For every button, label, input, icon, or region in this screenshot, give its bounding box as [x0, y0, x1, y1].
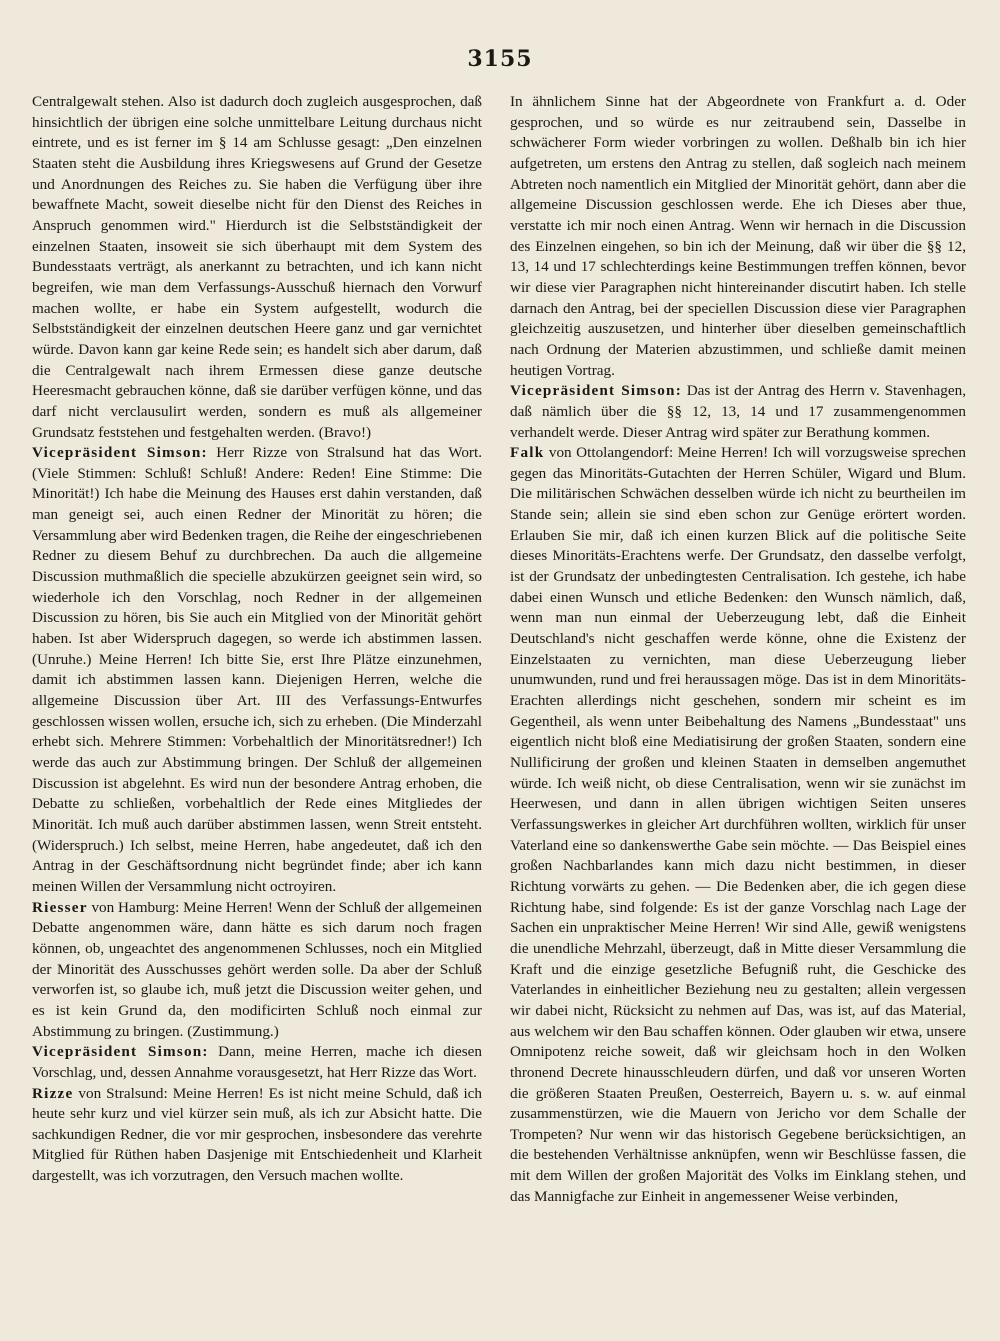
speaker-name: Falk	[510, 444, 545, 462]
paragraph-text: In ähnlichem Sinne hat der Abgeordnete von Frankfurt a. d. Oder gesprochen, und so würde es nur zeitraubend sein, Dasselbe in schwächerer Form wieder vorbringen zu wollen. Deßhalb bin ich hier aufgetreten, um erstens den Antrag zu stellen, daß sogleich nach meinem Abtreten noch namentlich ein Mitglied der Minorität gehört, dann aber die allgemeine Discussion geschlossen werde. Ehe ich Dieses aber thue, verstatte ich mir noch einen Antrag. Wenn wir hernach in die Discussion des Einzelnen eingehen, so bin ich der Meinung, daß wir über die §§ 12, 13, 14 und 17 schlechterdings keine Bestimmungen treffen können, bevor wir diese vier Paragraphen nicht hintereinander discutirt haben. Ich stelle darnach den Antrag, bei der speciellen Discussion diese vier Paragraphen gleichzeitig auszusetzen, und hinterher über dieselben gemeinschaftlich nach Ordnung der Materien abzustimmen, und schließe damit meinen heutigen Vortrag.	[510, 93, 966, 379]
paragraph	[510, 443, 966, 1207]
paragraph-text: Centralgewalt stehen. Also ist dadurch doch zugleich ausgesprochen, daß hinsichtlich der übrigen eine solche unmittelbare Leitung durchaus nicht eintrete, und es ist ferner im § 14 am Schlusse gesagt: „Den einzelnen Staaten steht die Ausbildung ihres Kriegswesens auf Grund der Gesetze und Anordnungen des Reiches zu. Sie haben die Verfügung über ihre bewaffnete Macht, soweit dieselbe nicht für den Dienst des Reiches in Anspruch genommen wird." Hierdurch ist die Selbstständigkeit der einzelnen Staaten, insoweit sie sich überhaupt mit dem System des Bundesstaats verträgt, als anerkannt zu betrachten, und ich kann nicht begreifen, wie man dem Verfassungs-Ausschuß hiernach den Vorwurf machen wollte, er habe ein System aufgestellt, wodurch die Selbstständigkeit der einzelnen deutschen Heere ganz und gar vernichtet würde. Davon kann gar keine Rede sein; es handelt sich aber darum, daß die Centralgewalt nach ihrem Ermessen diese ganze deutsche Heeresmacht gebrauchen könne, daß sie darüber verfügen könne, und das darf nicht verclausulirt werden, sondern es muß als allgemeiner Grundsatz feststehen und festgehalten werden. (Bravo!)	[32, 93, 482, 441]
right-column	[510, 92, 966, 1284]
speaker-name: Vicepräsident Simson:	[32, 444, 208, 462]
page-number: 3155	[467, 46, 533, 72]
paragraph	[32, 92, 482, 443]
speaker-name: Rizze	[32, 1084, 74, 1102]
paragraph-text: Dann, meine Herren, mache ich diesen Vorschlag, und, dessen Annahme vorausgesetzt, hat Herr Rizze das Wort.	[32, 1043, 482, 1081]
paragraph-text: von Hamburg: Meine Herren! Wenn der Schluß der allgemeinen Debatte angenommen wäre, dann hätte es sich darum noch fragen können, ob, ungeachtet des angenommenen Schlusses, noch ein Mitglied der Minorität des Ausschusses gehört werden solle. Da aber der Schluß verworfen ist, so glaube ich, muß jetzt die Discussion weiter gehen, und es ist kein Grund da, den modificirten Schluß noch einmal zur Abstimmung zu bringen. (Zustimmung.)	[32, 898, 482, 1040]
paragraph-text: von Stralsund: Meine Herren! Es ist nicht meine Schuld, daß ich heute sehr kurz und viel kürzer sein muß, als ich zur Absicht hatte. Die sachkundigen Redner, die vor mir gesprochen, insbesondere das verehrte Mitglied für Rüthen haben Dasjenige mit Entschiedenheit und Klarheit dargestellt, was ich vorzutragen, den Versuch machen wollte.	[32, 1084, 482, 1185]
paragraph	[32, 898, 482, 1043]
speaker-name: Riesser	[32, 898, 88, 916]
paragraph	[510, 381, 966, 443]
speaker-name: Vicepräsident Simson:	[510, 382, 682, 400]
paragraph	[32, 1084, 482, 1187]
paragraph-text: Herr Rizze von Stralsund hat das Wort. (Viele Stimmen: Schluß! Schluß! Andere: Reden! Eine Stimme: Die Minorität!) Ich habe die Meinung des Hauses erst dahin verstanden, daß man geneigt sei, auch einen Redner der Minorität zu hören; die Versammlung aber wird Bedenken tragen, die Reihe der eingeschriebenen Redner zu diesem Behuf zu durchbrechen. Da auch die allgemeine Discussion muthmaßlich die specielle abzukürzen geeignet sein wird, so wiederhole ich den Vorschlag, noch Redner in der allgemeinen Discussion zu hören, bis Sie auch ein Mitglied von der Minorität gehört haben. Ist aber Widerspruch dagegen, so werde ich abstimmen lassen. (Unruhe.) Meine Herren! Ich bitte Sie, erst Ihre Plätze einzunehmen, damit ich abstimmen lassen kann. Diejenigen Herren, welche die allgemeine Discussion über Art. III des Verfassungs-Entwurfes geschlossen wissen wollen, ersuche ich, sich zu erheben. (Die Minderzahl erhebt sich. Mehrere Stimmen: Vorbehaltlich der Minoritätsredner!) Ich werde das auch zur Abstimmung bringen. Der Schluß der allgemeinen Discussion ist abgelehnt. Es wird nun der besondere Antrag erhoben, die Debatte zu schließen, vorbehaltlich der Rede eines Mitgliedes der Minorität. Ich muß auch darüber abstimmen lassen, wenn Streit entsteht. (Widerspruch.) Ich selbst, meine Herren, habe angedeutet, daß ich den Antrag in der Geschäftsordnung nicht begründet finde; aber ich kann meinen Willen der Versammlung nicht octroyiren.	[32, 444, 482, 895]
paragraph-text: Das ist der Antrag des Herrn v. Stavenhagen, daß nämlich über die §§ 12, 13, 14 und 17 zusammengenommen verhandelt werde. Dieser Antrag wird später zur Berathung kommen.	[510, 382, 966, 441]
paragraph	[32, 1042, 482, 1083]
paragraph	[510, 92, 966, 381]
paragraph	[32, 443, 482, 897]
speaker-name: Vicepräsident Simson:	[32, 1043, 209, 1061]
left-column	[32, 92, 482, 1324]
paragraph-text: von Ottolangendorf: Meine Herren! Ich will vorzugsweise sprechen gegen das Minoritäts-Gutachten der Herren Schüler, Wigard und Blum. Die militärischen Schwächen desselben würde ich nicht zu beurtheilen im Stande sein; allein sie sind eben schon zur Genüge erörtert worden. Erlauben Sie mir, daß ich einen kurzen Blick auf die politische Seite dieses Minoritäts-Erachtens werfe. Der Grundsatz, den dasselbe verfolgt, ist der Grundsatz der unbedingtesten Centralisation. Ich gestehe, ich habe dabei einen Wunsch und etliche Bedenken: den Wunsch nämlich, daß, wenn man nun einmal der Ueberzeugung lebt, daß die Einheit Deutschland's nicht geschaffen werde könne, ohne die Existenz der Einzelstaaten zu vernichten, man diese Ueberzeugung lieber unumwunden, rund und frei heraussagen möge. Das ist in dem Minoritäts-Erachten allerdings nicht geschehen, sondern mir scheint es im Gegentheil, als wenn unter Beibehaltung des Namens „Bundesstaat" uns eigentlich nicht bloß eine Mediatisirung der großen Staaten, sondern eine Nullificirung der großen und kleinen Staaten in demselben angemuthet würde. Ich weiß nicht, ob diese Centralisation, wenn wir sie zunächst im Heerwesen, und dann in allen übrigen wichtigen Seiten unseres Verfassungswerkes in gleicher Art durchführen wollten, wirklich für unser Vaterland eine so dankenswerthe Gabe sein möchte. — Das Beispiel eines großen Nachbarlandes kann mich dazu nicht bestimmen, in dieser Richtung vorwärts zu gehen. — Die Bedenken aber, die ich gegen diese Richtung habe, sind folgende: Es ist der ganze Vorschlag nach Lage der Sachen ein unpraktischer Meine Herren! Wir sind Alle, gewiß wenigstens die unendliche Mehrzahl, überzeugt, daß in Mitte dieser Versammlung die Kraft und die einzige gesetzliche Befugniß ruht, die Geschicke des Vaterlandes in einheitlicher Beziehung neu zu gestalten; allein vergessen wir dabei nicht, Rücksicht zu nehmen auf Das, was ist, auf das Material, aus welchem wir den Bau schaffen können. Oder glauben wir etwa, unsere Omnipotenz reiche soweit, daß wir gleichsam hoch in den Wolken thronend Decrete hinausschleudern dürfen, und daß vor unseren Worten die größeren Staaten Preußen, Oesterreich, Bayern u. s. w. auf einmal zusammenstürzen, wie die Mauern von Jericho vor dem Schalle der Trompeten? Nur wenn wir das historisch Gegebene berücksichtigen, an die bestehenden Verhältnisse anknüpfen, wenn wir Beschlüsse fassen, die mit dem Willen der großen Majorität des Volks im Einklang stehen, und das Mannigfache zur Einheit in angemessener Weise verbinden,	[510, 444, 966, 1205]
